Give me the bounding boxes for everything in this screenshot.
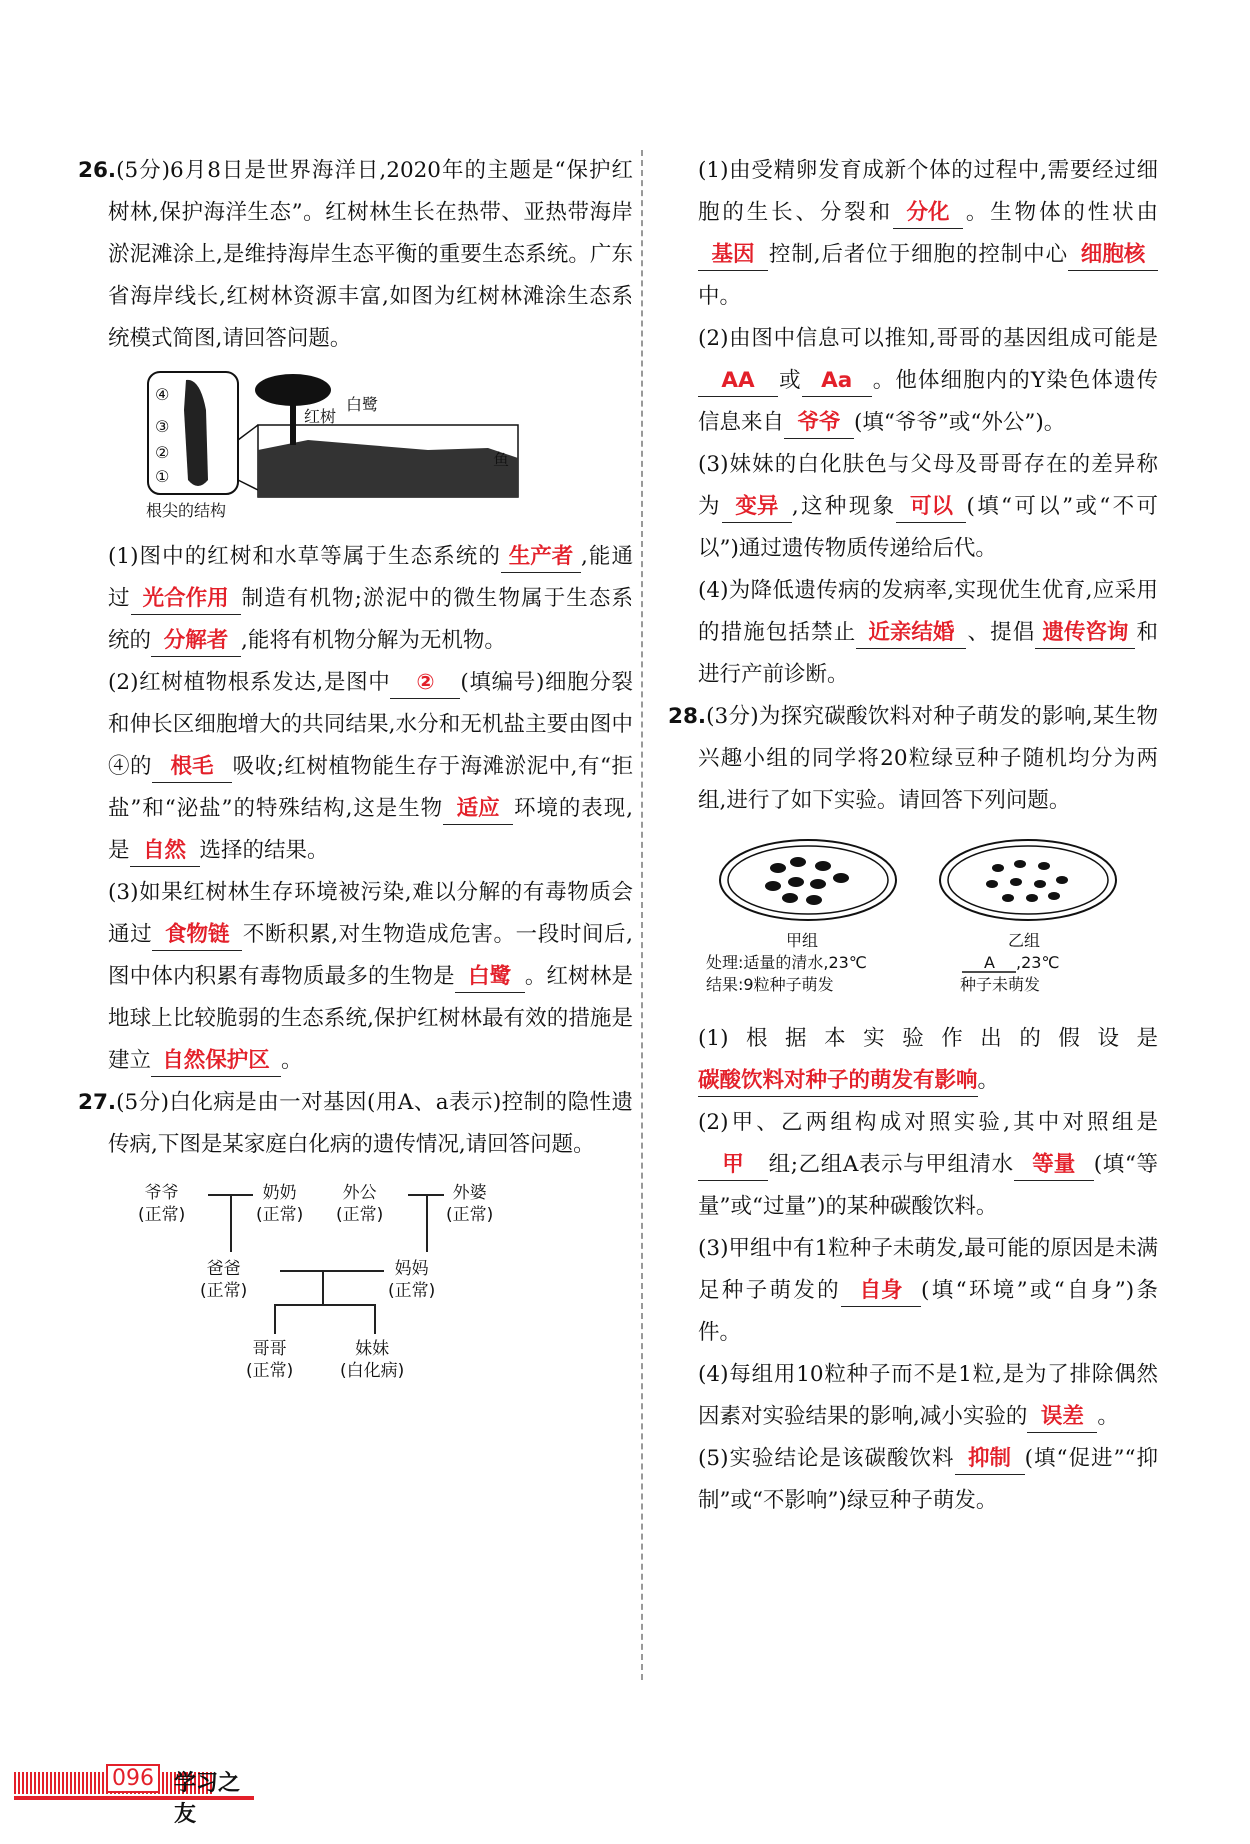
pedigree-grandma: 奶奶 (正常)	[256, 1183, 304, 1225]
answer-blank: 根毛	[152, 752, 232, 783]
q26-part1: (1)图中的红树和水草等属于生态系统的 生产者 ,能通过 光合作用 制造有机物;淤泥中的微生物属于生态系统的 分解者 ,能将有机物分解为无机物。	[108, 536, 633, 662]
pedigree-grandpa: 爷爷 (正常)	[138, 1183, 186, 1225]
answer-blank: 近亲结婚	[856, 618, 966, 649]
mudflat	[258, 440, 518, 497]
answer-blank: 变异	[722, 492, 792, 523]
q28-number: 28.	[668, 704, 707, 729]
pedigree-wgong: 外公 (正常)	[336, 1183, 384, 1225]
pedigree-brother: 哥哥 (正常)	[246, 1339, 294, 1381]
group-a-label: 甲组	[786, 931, 819, 950]
answer-blank: Aa	[802, 366, 872, 397]
q26-part3: (3)如果红树林生存环境被污染,难以分解的有毒物质会通过 食物链 不断积累,对生物造成危害。一段时间后,图中体内积累有毒物质最多的生物是 白鹭 。红树林是地球上比较脆弱的生态系统,保护红树林最有效的措施是建立 自然保护区 。	[108, 872, 633, 1082]
pedigree-dad: 爸爸 (正常)	[200, 1259, 248, 1301]
mangrove-diagram	[108, 370, 528, 520]
right-column	[668, 150, 1158, 1522]
pedigree-chart	[108, 1172, 633, 1422]
petri-dish-diagram	[698, 832, 1138, 1002]
left-column	[78, 150, 634, 1428]
answer-blank: 可以	[896, 492, 966, 523]
group-b-label: 乙组	[1008, 931, 1041, 950]
q27-part1: (1)由受精卵发育成新个体的过程中,需要经过细胞的生长、分裂和 分化 。生物体的性状由基因 控制,后者位于细胞的控制中心 细胞核中。	[698, 158, 1158, 309]
q27-part3: (3)妹妹的白化肤色与父母及哥哥存在的差异称为 变异 ,这种现象 可以 (填“可以”或“不可以”)通过遗传物质传递给后代。	[698, 452, 1158, 561]
root-caption: 根尖的结构	[146, 501, 227, 520]
answer-blank: 适应	[443, 794, 513, 825]
answer-blank: 遗传咨询	[1035, 618, 1135, 649]
answer-blank: 甲	[698, 1150, 768, 1181]
q27-intro: 27.(5分)白化病是由一对基因(用A、a表示)控制的隐性遗传病,下图是某家庭白化病的遗传情况,请回答问题。	[78, 1090, 633, 1157]
answer-blank: 光合作用	[131, 584, 241, 615]
footer-rule	[14, 1796, 254, 1800]
label-egret: 白鹭	[346, 395, 379, 414]
answer-blank: 自身	[841, 1276, 921, 1307]
answer-blank: 白鹭	[455, 962, 525, 993]
answer-blank: 自然	[130, 836, 200, 867]
group-b-temp: ,23℃	[1016, 953, 1060, 972]
page-footer	[14, 1760, 254, 1827]
q26-number: 26.	[78, 158, 117, 183]
page-number: 096	[106, 1764, 160, 1793]
answer-blank: 食物链	[152, 920, 242, 951]
group-b-blank: A	[984, 953, 995, 972]
petri-dish-b	[940, 840, 1116, 920]
answer-blank: 分解者	[151, 626, 241, 657]
q27-number: 27.	[78, 1090, 117, 1115]
q26-intro: 26.(5分)6月8日是世界海洋日,2020年的主题是“保护红树林,保护海洋生态”。红树林生长在热带、亚热带海岸淤泥滩涂上,是维持海岸生态平衡的重要生态系统。广东省海岸线长,红树林资源丰富,如图为红树林滩涂生态系统模式简图,请回答问题。	[78, 158, 633, 351]
marker-1: ①	[155, 467, 170, 486]
q26-part2: (2)红树植物根系发达,是图中 ② (填编号)细胞分裂和伸长区细胞增大的共同结果,水分和无机盐主要由图中④的 根毛 吸收;红树植物能生存于海滩淤泥中,有“拒盐”和“泌盐”的特殊结构,这是生物 适应 环境的表现,是 自然 选择的结果。	[108, 662, 633, 872]
answer-blank: 等量	[1014, 1150, 1094, 1181]
marker-4: ④	[155, 385, 170, 404]
answer-blank: 生产者	[501, 542, 581, 573]
pedigree-wpo: 外婆 (正常)	[446, 1183, 494, 1225]
answer-blank: AA	[698, 366, 778, 397]
mangrove-figure	[108, 370, 633, 520]
answer-blank: 自然保护区	[151, 1046, 281, 1077]
group-a-treatment: 处理:适量的清水,23℃	[706, 953, 867, 972]
petri-dish-figure	[698, 832, 1158, 1002]
pedigree-mom: 妈妈 (正常)	[388, 1259, 436, 1301]
q28-part5: (5)实验结论是该碳酸饮料 抑制 (填“促进”“抑制”或“不影响”)绿豆种子萌发。	[698, 1446, 1158, 1513]
q28-part1: (1)根据本实验作出的假设是碳酸饮料对种子的萌发有影响。	[698, 1018, 1158, 1102]
q27-part4: (4)为降低遗传病的发病率,实现优生优育,应采用的措施包括禁止 近亲结婚 、提倡 遗传咨询 和进行产前诊断。	[698, 578, 1158, 687]
label-mangrove: 红树	[304, 407, 337, 426]
brand-name: 学习之友	[174, 1770, 241, 1827]
answer-blank: 误差	[1027, 1402, 1097, 1433]
q28-intro: 28.(3分)为探究碳酸饮料对种子萌发的影响,某生物兴趣小组的同学将20粒绿豆种子随机均分为两组,进行了如下实验。请回答下列问题。	[668, 704, 1158, 813]
answer-blank: 基因	[698, 240, 768, 271]
q28-part2: (2)甲、乙两组构成对照实验,其中对照组是甲 组;乙组A表示与甲组清水 等量 (填“等量”或“过量”)的某种碳酸饮料。	[698, 1110, 1158, 1219]
petri-dish-a	[720, 840, 896, 920]
marker-2: ②	[155, 443, 170, 462]
column-divider	[641, 150, 643, 1680]
q28-part4: (4)每组用10粒种子而不是1粒,是为了排除偶然因素对实验结果的影响,减小实验的 误差 。	[698, 1354, 1158, 1438]
answer-blank: ②	[390, 668, 460, 699]
label-fish: 鱼	[493, 450, 510, 469]
answer-blank: 分化	[893, 198, 963, 229]
answer-blank: 细胞核	[1068, 240, 1158, 271]
marker-3: ③	[155, 417, 170, 436]
answer-blank: 爷爷	[784, 408, 854, 439]
q28-part3: (3)甲组中有1粒种子未萌发,最可能的原因是未满足种子萌发的 自身 (填“环境”或“自身”)条件。	[698, 1236, 1158, 1345]
group-a-result: 结果:9粒种子萌发	[706, 975, 834, 994]
answer-blank: 抑制	[955, 1444, 1025, 1475]
pedigree-sister: 妹妹 (白化病)	[340, 1339, 405, 1381]
group-b-result: 种子未萌发	[960, 975, 1041, 994]
answer-blank: 碳酸饮料对种子的萌发有影响	[698, 1066, 978, 1097]
q27-part2: (2)由图中信息可以推知,哥哥的基因组成可能是AA 或 Aa 。他体细胞内的Y染色体遗传信息来自 爷爷 (填“爷爷”或“外公”)。	[698, 318, 1158, 444]
